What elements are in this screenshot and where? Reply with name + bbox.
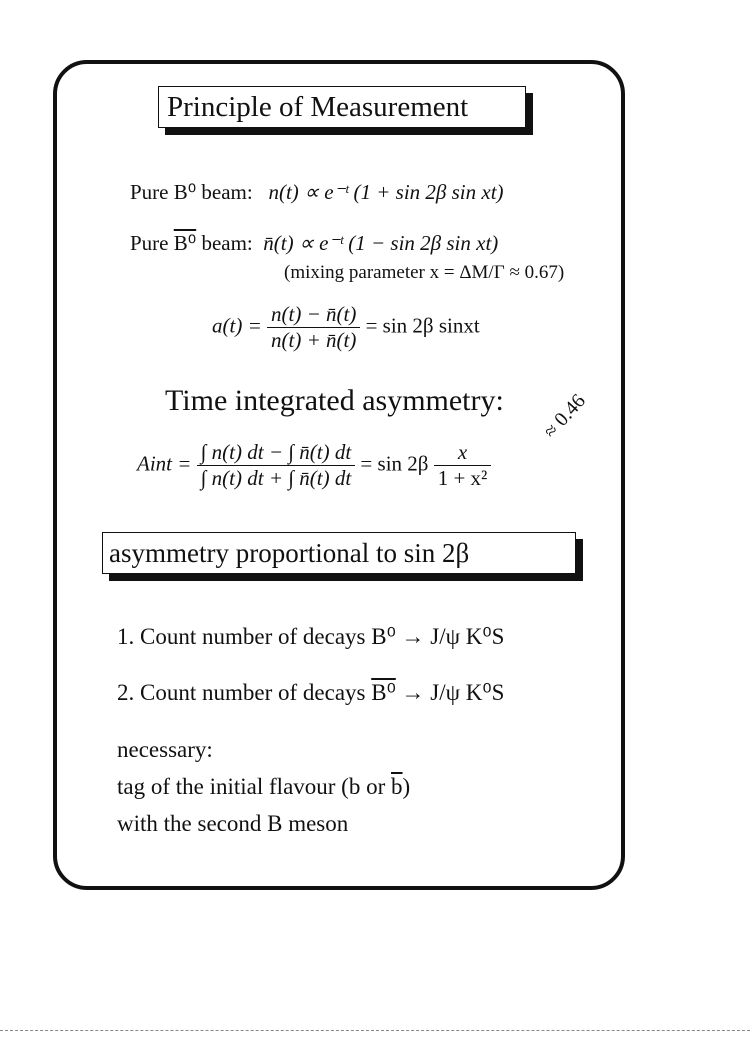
proportional-box: asymmetry proportional to sin 2β — [102, 532, 576, 574]
step-1-decay: → J/ψ K⁰S — [395, 624, 505, 649]
step-2-decay: → J/ψ K⁰S — [395, 680, 505, 705]
tag-line-text: tag of the initial flavour (b or — [117, 774, 392, 799]
aint-mid: = sin 2β — [360, 451, 429, 476]
pure-b0bar-label-rest: beam: — [196, 231, 253, 255]
page-title: Principle of Measurement — [158, 86, 526, 128]
aint-denominator: ∫ n(t) dt + ∫ n̄(t) dt — [200, 466, 352, 490]
page-divider — [0, 1030, 750, 1031]
second-meson-line: with the second B meson — [117, 811, 349, 836]
aint-formula — [137, 440, 491, 491]
b-bar-symbol: $\overline{b}$ — [391, 774, 403, 799]
asym-lhs: a(t) = — [212, 313, 262, 338]
asym-fraction — [267, 302, 360, 353]
step-1-meson: B⁰ — [371, 624, 396, 649]
asymmetry-formula — [212, 302, 480, 353]
pure-b0bar-line — [130, 231, 498, 256]
aint-fraction — [197, 440, 356, 491]
asym-numerator: n(t) − n̄(t) — [267, 302, 360, 328]
aint-numerator: ∫ n(t) dt − ∫ n̄(t) dt — [197, 440, 356, 466]
aint-x-numerator: x — [434, 440, 492, 466]
aint-x-denominator: 1 + x² — [437, 466, 488, 490]
step-1 — [117, 624, 504, 650]
step-2-meson: B⁰ — [371, 680, 396, 705]
pure-b0-line — [130, 180, 504, 205]
approx-note: ≈ 0.46 — [539, 389, 590, 443]
step-2-prefix: 2. Count number of decays — [117, 680, 372, 705]
pure-b0-formula: n(t) ∝ e⁻ᵗ (1 + sin 2β sin xt) — [268, 180, 504, 204]
mixing-parameter-note: (mixing parameter x = ΔM/Γ ≈ 0.67) — [284, 262, 565, 283]
pure-b0-label: Pure B⁰ beam: — [130, 180, 253, 204]
pure-b0bar-formula: n̄(t) ∝ e⁻ᵗ (1 − sin 2β sin xt) — [263, 231, 499, 255]
b0bar-symbol: B⁰ — [173, 231, 197, 255]
aint-lhs: Aint = — [137, 451, 192, 476]
necessary-label: necessary: — [117, 737, 213, 762]
tag-line-close: ) — [402, 774, 411, 799]
pure-label-prefix: Pure — [130, 231, 174, 255]
integrated-asymmetry-heading: Time integrated asymmetry: — [165, 384, 504, 417]
step-2 — [117, 680, 504, 706]
asym-denominator: n(t) + n̄(t) — [271, 328, 357, 352]
tag-line — [117, 774, 410, 800]
step-1-prefix: 1. Count number of decays — [117, 624, 372, 649]
asym-rhs: = sin 2β sinxt — [365, 313, 480, 338]
aint-x-fraction — [434, 440, 492, 491]
